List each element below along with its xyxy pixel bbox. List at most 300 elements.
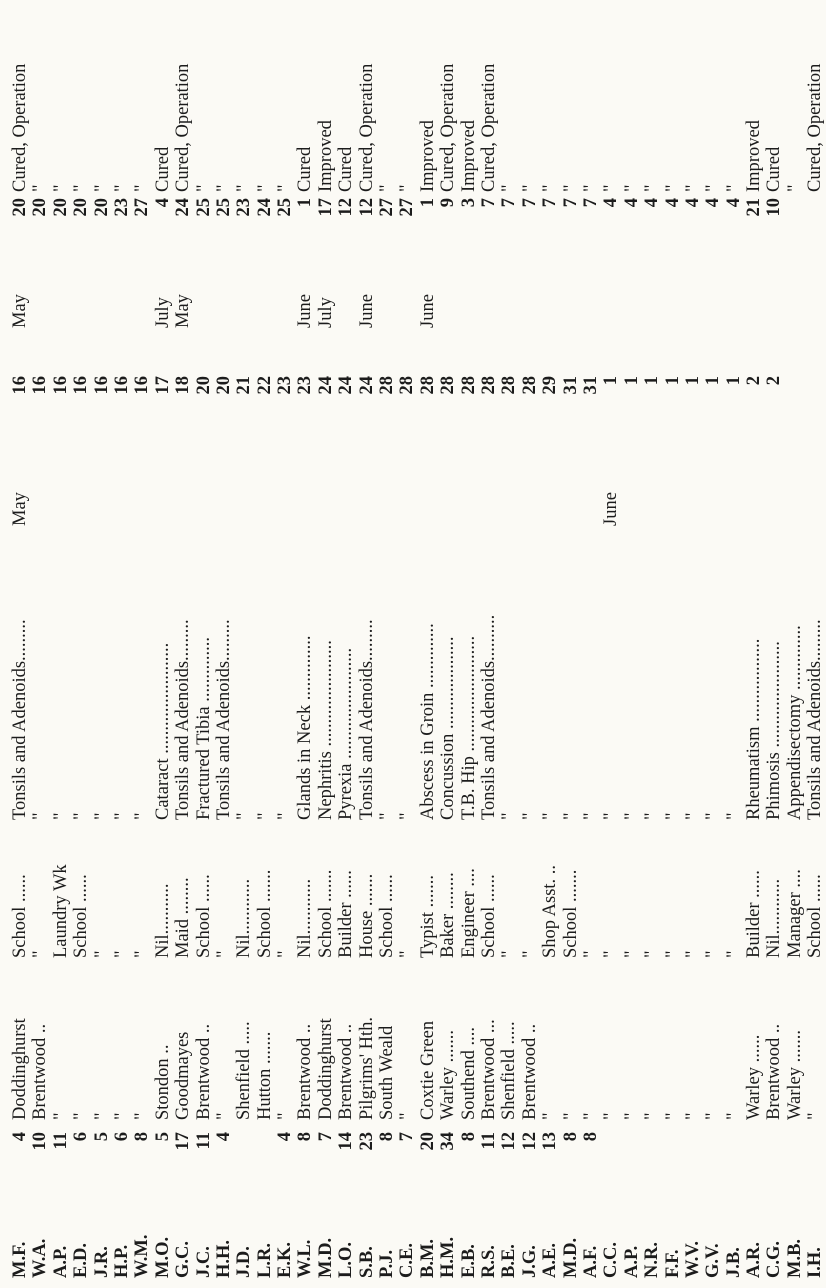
district-cell: South Weald	[377, 1025, 398, 1120]
discharge-month: May	[10, 294, 30, 328]
disease-cell: Tonsils and Adenoids.........	[10, 619, 30, 820]
occupation-cell: "	[30, 950, 51, 958]
disease-cell: "	[723, 812, 744, 820]
patient-initials: C.E.	[397, 1243, 418, 1278]
patient-initials: E.K.	[275, 1242, 296, 1278]
admission-day: 2	[764, 376, 785, 386]
patient-age: 12	[519, 1132, 540, 1151]
patient-initials: E.D.	[71, 1243, 92, 1278]
result-cell: Improved	[458, 120, 479, 192]
discharge-day: 17	[315, 198, 336, 217]
occupation-cell: Nil...........	[152, 883, 173, 958]
disease-cell: "	[254, 812, 275, 820]
disease-cell: T.B. Hip .........................	[458, 635, 479, 820]
table-row	[581, 0, 601, 1288]
patient-initials: S.B.	[356, 1246, 377, 1278]
table-row	[275, 0, 295, 1288]
disease-cell: "	[275, 812, 296, 820]
district-cell: "	[805, 1112, 826, 1120]
table-row	[499, 0, 519, 1288]
district-cell: Brentwood ..	[30, 1023, 51, 1120]
occupation-cell: Builder ......	[744, 870, 765, 958]
table-row	[357, 0, 377, 1288]
result-cell: "	[234, 184, 255, 192]
discharge-day: 4	[703, 198, 724, 208]
district-cell: "	[580, 1112, 601, 1120]
district-cell: "	[275, 1112, 296, 1120]
patient-age: 8	[377, 1132, 398, 1142]
disease-cell: Nephritis .......................	[315, 640, 336, 820]
patient-age: 4	[213, 1132, 234, 1142]
disease-cell: Rheumatism ..................	[744, 638, 765, 820]
patient-age: 12	[499, 1132, 520, 1151]
discharge-day: 4	[642, 198, 663, 208]
result-cell: "	[397, 184, 418, 192]
admission-day: 28	[458, 376, 479, 395]
result-cell: "	[91, 184, 112, 192]
admission-day: 31	[580, 376, 601, 395]
occupation-cell: "	[723, 950, 744, 958]
patient-initials: B.E.	[499, 1244, 520, 1278]
patient-age: 5	[91, 1132, 112, 1142]
disease-cell: "	[71, 812, 92, 820]
district-cell: "	[642, 1112, 663, 1120]
patient-age: 4	[10, 1132, 30, 1142]
admission-day: 1	[642, 376, 663, 386]
result-cell: "	[254, 184, 275, 192]
admission-day: 28	[438, 376, 459, 395]
disease-cell: "	[580, 812, 601, 820]
district-cell: Shenfield .....	[234, 1021, 255, 1120]
admission-day: 23	[295, 376, 316, 395]
discharge-day: 4	[682, 198, 703, 208]
admission-day: 1	[621, 376, 642, 386]
result-cell: "	[703, 184, 724, 192]
result-cell: "	[601, 184, 622, 192]
disease-cell: "	[601, 812, 622, 820]
result-cell: Cured	[336, 146, 357, 192]
result-cell: "	[132, 184, 153, 192]
admission-day: 31	[560, 376, 581, 395]
disease-cell: Abscess in Groin ..............	[417, 623, 438, 820]
table-row	[377, 0, 397, 1288]
occupation-cell: "	[662, 950, 683, 958]
patient-initials: F.F.	[662, 1249, 683, 1278]
occupation-cell: "	[621, 950, 642, 958]
admission-day: 24	[336, 376, 357, 395]
patient-initials: A.E.	[540, 1243, 561, 1278]
discharge-day: 4	[621, 198, 642, 208]
district-cell: "	[621, 1112, 642, 1120]
disease-cell: "	[662, 812, 683, 820]
district-cell: Brentwood ..	[764, 1023, 785, 1120]
district-cell: Goodmayes	[173, 1031, 194, 1120]
disease-cell: Cataract ........................	[152, 642, 173, 820]
admission-day: 1	[662, 376, 683, 386]
occupation-cell: "	[111, 950, 132, 958]
admission-day: 2	[744, 376, 765, 386]
occupation-cell: Maid ........	[173, 877, 194, 958]
district-cell: Coxtie Green	[417, 1020, 438, 1120]
admission-day: 16	[50, 376, 71, 395]
admission-month: June	[601, 492, 622, 526]
table-row	[255, 0, 275, 1288]
occupation-cell: Nil............	[295, 878, 316, 958]
discharge-day: 27	[397, 198, 418, 217]
occupation-cell: School .......	[560, 869, 581, 958]
result-cell: "	[275, 184, 296, 192]
discharge-day: 23	[234, 198, 255, 217]
discharge-month: June	[417, 294, 438, 328]
table-row	[30, 0, 50, 1288]
occupation-cell: "	[397, 950, 418, 958]
disease-cell: "	[560, 812, 581, 820]
district-cell: Stondon ..	[152, 1044, 173, 1120]
table-row	[459, 0, 479, 1288]
admission-day: 16	[10, 376, 30, 395]
district-cell: Doddinghurst	[10, 1018, 30, 1120]
discharge-day: 20	[30, 198, 51, 217]
occupation-cell: Laundry Wk	[50, 864, 71, 958]
admission-day: 1	[682, 376, 703, 386]
table-row	[683, 0, 703, 1288]
discharge-day: 25	[213, 198, 234, 217]
result-cell: Improved	[744, 120, 765, 192]
table-row	[724, 0, 744, 1288]
district-cell: "	[560, 1112, 581, 1120]
occupation-cell: Builder ......	[336, 870, 357, 958]
patient-age: 20	[417, 1132, 438, 1151]
patient-initials: M.D.	[560, 1237, 581, 1278]
result-cell: Cured, Operation	[356, 63, 377, 192]
table-row	[173, 0, 193, 1288]
patient-initials: J.R.	[91, 1246, 112, 1278]
table-row	[92, 0, 112, 1288]
patient-initials: L.O.	[336, 1242, 357, 1278]
discharge-day: 4	[723, 198, 744, 208]
result-cell: "	[682, 184, 703, 192]
occupation-cell: "	[213, 950, 234, 958]
admission-day: 20	[213, 376, 234, 395]
discharge-month: July	[152, 297, 173, 328]
admission-day: 28	[397, 376, 418, 395]
patient-age: 4	[275, 1132, 296, 1142]
top-margin	[0, 0, 10, 1288]
patient-initials: C.C.	[601, 1242, 622, 1278]
table-row	[744, 0, 764, 1288]
discharge-day: 7	[478, 198, 499, 208]
patient-age: 8	[132, 1132, 153, 1142]
discharge-day: 23	[111, 198, 132, 217]
result-cell: Cured, Operation	[478, 63, 499, 192]
discharge-day: 9	[438, 198, 459, 208]
table-row	[785, 0, 805, 1288]
admission-day: 1	[703, 376, 724, 386]
district-cell: Brentwood ..	[336, 1023, 357, 1120]
disease-cell: Tonsils and Adenoids.........	[213, 619, 234, 820]
result-cell: Improved	[417, 120, 438, 192]
district-cell: "	[91, 1112, 112, 1120]
table-row	[622, 0, 642, 1288]
patient-initials: W.L.	[295, 1239, 316, 1278]
patient-initials: W.V.	[682, 1240, 703, 1278]
table-row	[561, 0, 581, 1288]
table-row	[71, 0, 91, 1288]
table-row	[194, 0, 214, 1288]
district-cell: "	[601, 1112, 622, 1120]
patient-initials: I.H.	[805, 1247, 826, 1278]
district-cell: "	[132, 1112, 153, 1120]
result-cell: Cured, Operation	[10, 63, 30, 192]
table-row	[703, 0, 723, 1288]
occupation-cell: "	[703, 950, 724, 958]
district-cell: Warley .......	[784, 1030, 805, 1120]
discharge-day: 7	[519, 198, 540, 208]
patient-age: 7	[315, 1132, 336, 1142]
patient-age: 7	[397, 1132, 418, 1142]
patient-initials: A.F.	[580, 1245, 601, 1278]
result-cell: Cured	[152, 146, 173, 192]
disease-cell: "	[519, 812, 540, 820]
district-cell: "	[50, 1112, 71, 1120]
result-cell: Cured	[295, 146, 316, 192]
result-cell: "	[71, 184, 92, 192]
district-cell: Doddinghurst	[315, 1018, 336, 1120]
disease-cell: "	[540, 812, 561, 820]
table-row	[642, 0, 662, 1288]
table-row	[132, 0, 152, 1288]
occupation-cell: "	[275, 950, 296, 958]
patient-age: 14	[336, 1132, 357, 1151]
discharge-day: 1	[417, 198, 438, 208]
disease-cell: "	[30, 812, 51, 820]
patient-initials: M.F.	[10, 1241, 30, 1278]
district-cell: Shenfield .....	[499, 1021, 520, 1120]
patient-initials: M.B.	[784, 1238, 805, 1278]
disease-cell: Appendisectomy ..............	[784, 625, 805, 820]
patient-initials: J.G.	[519, 1245, 540, 1278]
disease-cell: "	[234, 812, 255, 820]
occupation-cell: "	[642, 950, 663, 958]
table-row	[601, 0, 621, 1288]
occupation-cell: Manager ....	[784, 869, 805, 958]
patient-age: 8	[458, 1132, 479, 1142]
admission-day: 1	[601, 376, 622, 386]
admission-day: 16	[91, 376, 112, 395]
table-row	[805, 0, 825, 1288]
discharge-day: 20	[50, 198, 71, 217]
patient-initials: A.R.	[744, 1242, 765, 1278]
district-cell: "	[111, 1112, 132, 1120]
district-cell: Southend ....	[458, 1026, 479, 1120]
result-cell: Cured, Operation	[438, 63, 459, 192]
disease-cell: "	[50, 812, 71, 820]
occupation-cell: School .......	[254, 869, 275, 958]
district-cell: Brentwood ...	[478, 1019, 499, 1120]
district-cell: Warley .......	[438, 1030, 459, 1120]
table-row	[295, 0, 315, 1288]
patient-initials: C.G.	[764, 1241, 785, 1278]
discharge-day: 25	[275, 198, 296, 217]
patient-age: 10	[30, 1132, 51, 1151]
district-cell: "	[703, 1112, 724, 1120]
district-cell: "	[71, 1112, 92, 1120]
disease-cell: Phimosis .......................	[764, 641, 785, 820]
disease-cell: "	[621, 812, 642, 820]
patient-age: 11	[50, 1132, 71, 1150]
discharge-month: May	[173, 294, 194, 328]
occupation-cell: School ......	[71, 874, 92, 958]
disease-cell: "	[132, 812, 153, 820]
result-cell: Cured, Operation	[805, 63, 826, 192]
table-row	[234, 0, 254, 1288]
result-cell: "	[723, 184, 744, 192]
patient-age: 34	[438, 1132, 459, 1151]
discharge-day: 7	[499, 198, 520, 208]
result-cell: "	[499, 184, 520, 192]
occupation-cell: Baker ........	[438, 872, 459, 958]
patient-initials: J.B.	[723, 1247, 744, 1278]
occupation-cell: Typist .......	[417, 875, 438, 958]
patient-initials: G.C.	[173, 1241, 194, 1278]
patient-initials: J.D.	[234, 1246, 255, 1278]
patient-initials: W.M.	[132, 1234, 153, 1278]
admission-day: 22	[254, 376, 275, 395]
district-cell: "	[397, 1112, 418, 1120]
table-row	[438, 0, 458, 1288]
discharge-day: 27	[132, 198, 153, 217]
patient-initials: M.O.	[152, 1236, 173, 1278]
patient-age: 17	[173, 1132, 194, 1151]
table-row	[153, 0, 173, 1288]
admission-day: 16	[132, 376, 153, 395]
discharge-day: 4	[152, 198, 173, 208]
table-row	[479, 0, 499, 1288]
discharge-day: 20	[91, 198, 112, 217]
admission-day: 1	[723, 376, 744, 386]
discharge-day: 20	[71, 198, 92, 217]
discharge-day: 12	[356, 198, 377, 217]
table-row	[336, 0, 356, 1288]
patient-age: 5	[152, 1132, 173, 1142]
district-cell: Pilgrims' Hth.	[356, 1016, 377, 1120]
patient-initials: W.A.	[30, 1238, 51, 1278]
occupation-cell: Shop Asst. ..	[540, 864, 561, 958]
discharge-day: 20	[10, 198, 30, 217]
patient-initials: H.P.	[111, 1244, 132, 1278]
disease-cell: "	[703, 812, 724, 820]
result-cell: "	[580, 184, 601, 192]
patient-initials: A.P.	[50, 1245, 71, 1278]
result-cell: "	[642, 184, 663, 192]
patient-age: 11	[193, 1132, 214, 1150]
discharge-day: 3	[458, 198, 479, 208]
result-cell: "	[377, 184, 398, 192]
result-cell: Cured, Operation	[173, 63, 194, 192]
admission-day: 21	[234, 376, 255, 395]
disease-cell: "	[111, 812, 132, 820]
occupation-cell: House .......	[356, 873, 377, 958]
result-cell: Cured	[764, 146, 785, 192]
occupation-cell: Engineer ....	[458, 868, 479, 958]
discharge-day: 12	[336, 198, 357, 217]
patient-initials: H.M.	[438, 1236, 459, 1278]
discharge-day: 4	[662, 198, 683, 208]
patient-initials: E.B.	[458, 1244, 479, 1278]
result-cell: "	[540, 184, 561, 192]
result-cell: Improved	[315, 120, 336, 192]
patient-age: 8	[295, 1132, 316, 1142]
table-row	[520, 0, 540, 1288]
patient-initials: A.P.	[621, 1245, 642, 1278]
admission-day: 18	[173, 376, 194, 395]
discharge-day: 10	[764, 198, 785, 217]
admission-day: 28	[478, 376, 499, 395]
result-cell: "	[111, 184, 132, 192]
table-row	[10, 0, 30, 1288]
occupation-cell: School ......	[193, 874, 214, 958]
disease-cell: "	[499, 812, 520, 820]
discharge-day: 21	[744, 198, 765, 217]
table-row	[764, 0, 784, 1288]
table-row	[316, 0, 336, 1288]
admission-day: 23	[275, 376, 296, 395]
discharge-day: 1	[295, 198, 316, 208]
table-row	[663, 0, 683, 1288]
occupation-cell: "	[519, 950, 540, 958]
disease-cell: "	[377, 812, 398, 820]
result-cell: "	[784, 184, 805, 192]
disease-cell: Tonsils and Adenoids.........	[356, 619, 377, 820]
disease-cell: "	[91, 812, 112, 820]
occupation-cell: School ......	[10, 874, 30, 958]
discharge-month: June	[356, 294, 377, 328]
table-row	[112, 0, 132, 1288]
district-cell: Warley ......	[744, 1034, 765, 1120]
patient-initials: N.R.	[642, 1242, 663, 1278]
disease-cell: "	[397, 812, 418, 820]
table-row	[397, 0, 417, 1288]
result-cell: "	[193, 184, 214, 192]
occupation-cell: "	[682, 950, 703, 958]
discharge-day: 24	[254, 198, 275, 217]
patient-age: 6	[111, 1132, 132, 1142]
table-row	[214, 0, 234, 1288]
table-row	[418, 0, 438, 1288]
admission-day: 16	[111, 376, 132, 395]
result-cell: "	[50, 184, 71, 192]
patient-age: 6	[71, 1132, 92, 1142]
district-cell: Brentwood ..	[295, 1023, 316, 1120]
table-row	[51, 0, 71, 1288]
discharge-day: 7	[560, 198, 581, 208]
admission-day: 17	[152, 376, 173, 395]
admission-day: 24	[356, 376, 377, 395]
discharge-day: 24	[173, 198, 194, 217]
occupation-cell: "	[132, 950, 153, 958]
discharge-month: June	[295, 294, 316, 328]
occupation-cell: School .......	[315, 869, 336, 958]
patient-initials: B.M.	[417, 1238, 438, 1278]
admission-day: 28	[417, 376, 438, 395]
district-cell: "	[540, 1112, 561, 1120]
occupation-cell: School ......	[478, 874, 499, 958]
result-cell: "	[560, 184, 581, 192]
patient-initials: J.C.	[193, 1246, 214, 1278]
district-cell: "	[723, 1112, 744, 1120]
admission-day: 16	[71, 376, 92, 395]
patient-initials: P.J.	[377, 1249, 398, 1278]
